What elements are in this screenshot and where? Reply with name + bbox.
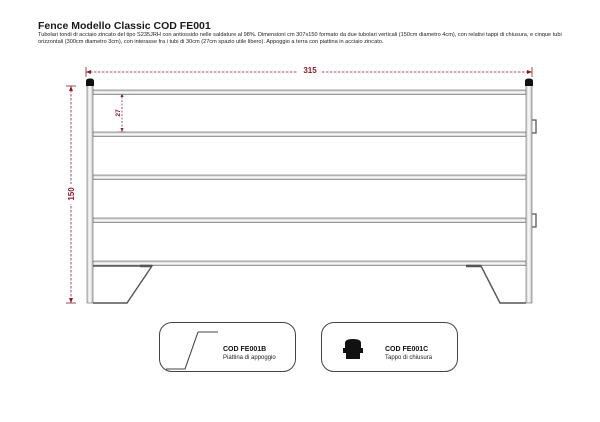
width-dimension [86,64,532,77]
rail [93,175,526,180]
gap-dimension [115,93,126,132]
end-cap-icon [86,79,94,87]
vertical-posts [87,85,532,303]
end-cap-icon [322,323,382,373]
support-plate-icon [160,323,220,373]
post-caps [86,79,533,87]
side-hooks [532,120,536,227]
component-name: Piattina di appoggio [223,355,276,361]
component-code: COD FE001C [385,346,429,353]
height-dimension [64,86,78,303]
rail [93,261,526,266]
hook [532,214,536,227]
component-card-support-plate [159,322,296,372]
end-cap-icon [525,79,533,87]
gap-label: 27 [115,109,122,117]
horizontal-rails [93,90,526,266]
component-card-end-cap [321,322,458,372]
right-support-plate [466,266,526,303]
width-label: 315 [303,66,317,75]
component-code: COD FE001B [223,346,267,353]
right-post [526,85,532,303]
rail [93,90,526,95]
rail [93,132,526,137]
hook [532,120,536,133]
page-title: Fence Modello Classic COD FE001 [38,20,211,32]
left-support-plate [93,266,152,303]
component-name: Tappo di chiusura [385,355,433,361]
height-label: 150 [67,187,76,201]
support-plates [93,266,526,303]
left-post [87,85,93,303]
rail [93,218,526,223]
product-description: Tubolari tondi di acciaio zincato del tipo S235JRH con antiossido nelle saldature al 98%. Dimensioni cm 307x150 formato da due tubolari verticali (150cm diametro 4cm), con relativi tappi di chiusura, e cinque tubi orizzontali (300cm diametro 3cm), con interasse fra i tubi di 30cm (27cm spazio utile libero). Appoggio a terra con piattina in acciaio zincato. [38,32,562,46]
